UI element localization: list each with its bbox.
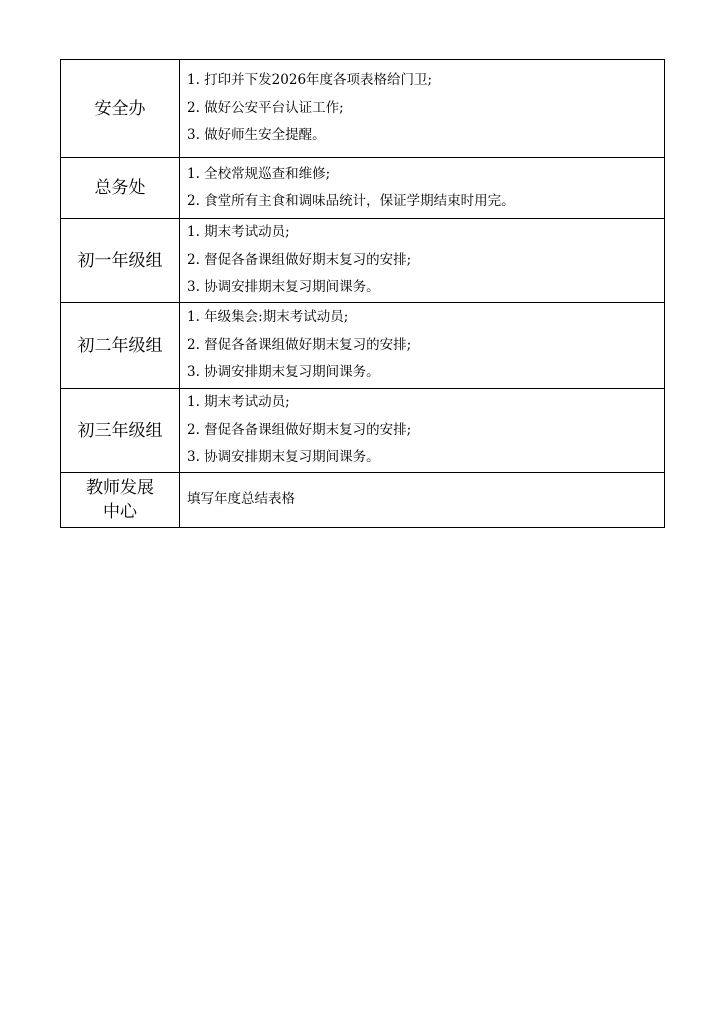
table-row <box>61 473 665 528</box>
task-item: 填写年度总结表格 <box>187 491 295 508</box>
task-item: 3. 协调安排期末复习期间课务。 <box>187 364 380 381</box>
task-item: 1. 年级集会:期末考试动员; <box>187 309 349 326</box>
department-name: 初一年级组 <box>77 250 163 271</box>
table-row <box>61 219 665 303</box>
task-item: 1. 全校常规巡查和维修; <box>187 165 331 182</box>
task-item: 3. 协调安排期末复习期间课务。 <box>187 279 380 296</box>
table-row <box>61 158 665 219</box>
department-name: 总务处 <box>94 178 146 198</box>
table-row <box>61 389 665 473</box>
task-item: 2. 督促各备课组做好期末复习的安排; <box>187 421 412 438</box>
tasks-cell <box>180 389 665 473</box>
task-item: 3. 做好师生安全提醒。 <box>187 127 326 144</box>
table-row <box>61 303 665 389</box>
department-name: 教师发展中心 <box>86 478 154 522</box>
department-cell <box>61 158 180 219</box>
task-item: 1. 打印并下发2026年度各项表格给门卫; <box>187 72 433 89</box>
department-cell <box>61 60 180 158</box>
department-name: 初三年级组 <box>77 420 163 441</box>
department-name: 初二年级组 <box>77 335 163 356</box>
tasks-cell <box>180 158 665 219</box>
department-name: 安全办 <box>94 98 146 119</box>
task-item: 2. 做好公安平台认证工作; <box>187 99 344 116</box>
work-plan-table <box>60 59 665 528</box>
department-cell <box>61 389 180 473</box>
task-item: 2. 督促各备课组做好期末复习的安排; <box>187 251 412 268</box>
task-item: 3. 协调安排期末复习期间课务。 <box>187 449 380 466</box>
tasks-cell <box>180 473 665 528</box>
table-row <box>61 60 665 158</box>
department-cell <box>61 473 180 528</box>
department-cell <box>61 303 180 389</box>
department-cell <box>61 219 180 303</box>
task-item: 2. 督促各备课组做好期末复习的安排; <box>187 336 412 353</box>
tasks-cell <box>180 60 665 158</box>
task-item: 1. 期末考试动员; <box>187 394 290 411</box>
task-item: 2. 食堂所有主食和调味品统计，保证学期结束时用完。 <box>187 193 515 209</box>
task-item: 1. 期末考试动员; <box>187 224 290 241</box>
tasks-cell <box>180 219 665 303</box>
tasks-cell <box>180 303 665 389</box>
